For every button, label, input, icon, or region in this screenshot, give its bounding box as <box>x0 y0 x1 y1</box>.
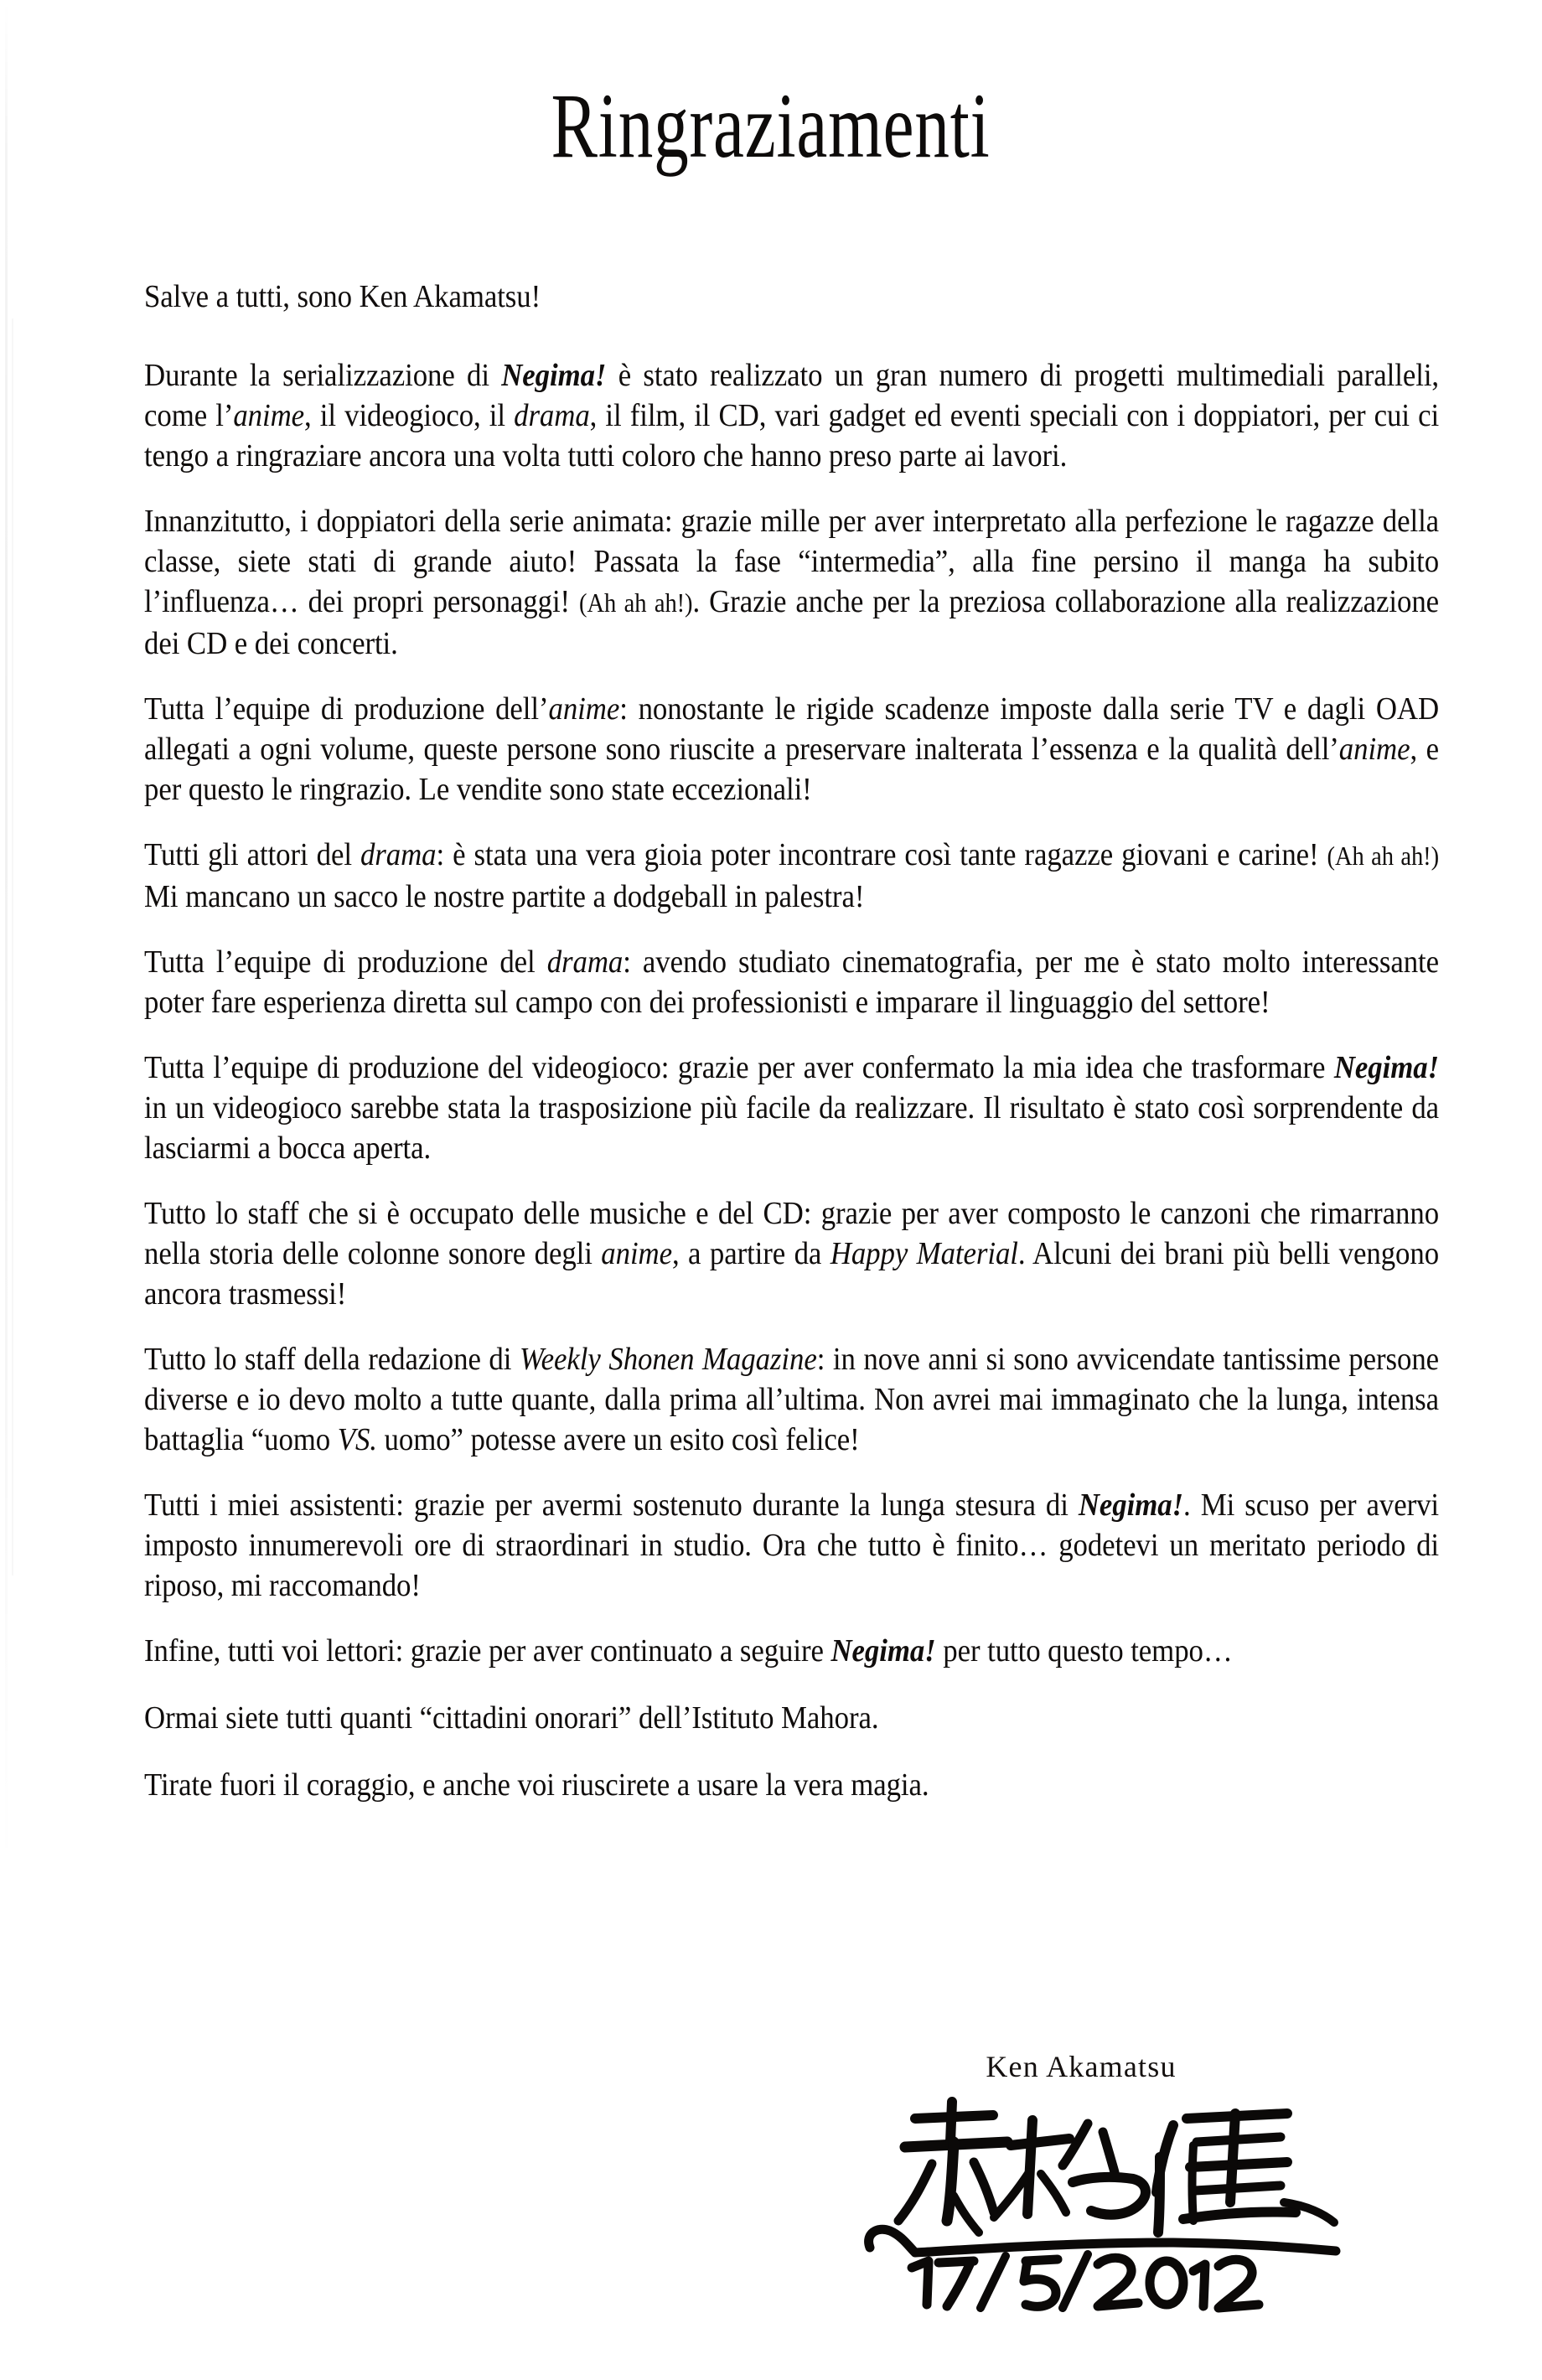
signature-block <box>821 2051 1341 2313</box>
scan-edge-artifact-secondary <box>12 318 13 1575</box>
paragraph-greeting <box>144 277 1439 317</box>
text-run: Tirate fuori il coraggio, e anche voi riuscirete a usare la vera magia. <box>144 1767 929 1803</box>
term-drama: drama <box>360 837 437 872</box>
paragraph-assistants <box>144 1485 1439 1606</box>
text-run: Tutti gli attori del <box>144 837 360 872</box>
term-anime: anime <box>548 691 620 727</box>
text-run: è stato realizzato un gran numero di progetti multimediali paralleli, come l’ <box>144 358 1440 433</box>
text-run: Ormai siete tutti quanti “cittadini onorari” dell’Istituto Mahora. <box>144 1700 879 1736</box>
text-run: , e per questo le ringrazio. Le vendite sono state eccezionali! <box>144 732 1440 807</box>
text-run: Tutta l’equipe di produzione del videogioco: grazie per aver confermato la mia idea che trasformare <box>144 1050 1334 1085</box>
text-run: , il videogioco, il <box>304 398 515 433</box>
text-run: Mi mancano un sacco le nostre partite a dodgeball in palestra! <box>144 879 865 914</box>
term-anime: anime <box>601 1236 672 1271</box>
handwritten-signature <box>821 2095 1341 2313</box>
body-text-column <box>144 277 1439 1805</box>
term-drama: drama <box>514 398 590 433</box>
text-run: Tutto lo staff della redazione di <box>144 1342 520 1377</box>
text-run: Infine, tutti voi lettori: grazie per aver continuato a seguire <box>144 1633 831 1669</box>
title-weekly-shonen-magazine: Weekly Shonen Magazine <box>519 1342 817 1377</box>
paragraph-drama-production <box>144 942 1439 1022</box>
title-negima: Negima! <box>1078 1488 1184 1523</box>
greeting-text: Salve a tutti, sono Ken Akamatsu! <box>144 279 541 314</box>
text-run: Tutti i miei assistenti: grazie per avermi sostenuto durante la lunga stesura di <box>144 1488 1079 1523</box>
paragraph-honorary-citizens <box>144 1698 1439 1738</box>
title-negima: Negima! <box>1333 1050 1440 1085</box>
text-run: per tutto questo tempo… <box>935 1633 1233 1669</box>
text-run: Innanzitutto, i doppiatori della serie animata: grazie mille per aver interpretato alla perfezione le ragazze della classe, siete stati di grande aiuto! Passata la fase “intermedia”, alla fine persino il manga ha subito l’influenza… dei propri personaggi! <box>144 504 1440 619</box>
paragraph-videogame-production <box>144 1048 1439 1168</box>
text-run: in un videogioco sarebbe stata la trasposizione più facile da realizzare. Il risultato è stato così sorprendente da lasciarmi a bocca aperta. <box>144 1090 1440 1166</box>
page-title: Ringraziamenti <box>551 75 991 178</box>
text-run: Tutta l’equipe di produzione del <box>144 944 547 980</box>
text-run: , a partire da <box>671 1236 831 1271</box>
paragraph-readers <box>144 1631 1439 1671</box>
text-run: : avendo studiato cinematografia, per me è stato molto interessante poter fare esperienza diretta sul campo con dei professionisti e imparare il linguaggio del settore! <box>144 944 1440 1020</box>
laugh-aside: (Ah ah ah!) <box>579 588 693 618</box>
term-anime: anime <box>233 398 305 433</box>
paragraph-closing-magic <box>144 1765 1439 1805</box>
text-run: Durante la serializzazione di <box>144 358 502 393</box>
author-printed-name: Ken Akamatsu <box>986 2050 1177 2083</box>
term-vs: VS. <box>337 1422 377 1457</box>
text-run: , il film, il CD, vari gadget ed eventi speciali con i doppiatori, per cui ci tengo a ringraziare ancora una volta tutti coloro che hanno preso parte ai lavori. <box>144 398 1440 473</box>
paragraph-music-staff <box>144 1193 1439 1314</box>
title-negima: Negima! <box>831 1633 936 1669</box>
text-run: . Mi scuso per avervi imposto innumerevoli ore di straordinari in studio. Ora che tutto è finito… godetevi un meritato periodo di riposo, mi raccomando! <box>144 1488 1440 1603</box>
paragraph-editorial-staff <box>144 1339 1439 1460</box>
text-run: . Grazie anche per la preziosa collaborazione alla realizzazione dei CD e dei concerti. <box>144 584 1440 661</box>
scan-edge-artifact <box>5 0 8 1877</box>
text-run: Tutto lo staff che si è occupato delle musiche e del CD: grazie per aver composto le canzoni che rimarranno nella storia delle colonne sonore degli <box>144 1196 1440 1271</box>
term-anime: anime <box>1338 732 1410 767</box>
paragraph-voice-actors <box>144 501 1439 664</box>
text-run: Tutta l’equipe di produzione dell’ <box>144 691 549 727</box>
title-happy-material: Happy Material <box>830 1236 1018 1271</box>
title-negima: Negima! <box>501 358 607 393</box>
text-run: : nonostante le rigide scadenze imposte dalla serie TV e dagli OAD allegati a ogni volume, queste persone sono riuscite a preservare inalterata l’essenza e la qualità dell’ <box>144 691 1440 767</box>
text-run: : in nove anni si sono avvicendate tantissime persone diverse e io devo molto a tutte quante, dalla prima all’ultima. Non avrei mai immaginato che la lunga, intensa battaglia “uomo <box>144 1342 1440 1457</box>
page-title-container <box>0 75 1542 178</box>
laugh-aside: (Ah ah ah!) <box>1327 841 1440 871</box>
text-run: uomo” potesse avere un esito così felice! <box>376 1422 860 1457</box>
paragraph-drama-actors <box>144 835 1439 917</box>
paragraph-multimedia-projects <box>144 355 1439 476</box>
text-run: : è stata una vera gioia poter incontrare così tante ragazze giovani e carine! <box>436 837 1327 872</box>
term-drama: drama <box>546 944 624 980</box>
paragraph-anime-production <box>144 689 1439 810</box>
text-run: . Alcuni dei brani più belli vengono ancora trasmessi! <box>144 1236 1440 1312</box>
